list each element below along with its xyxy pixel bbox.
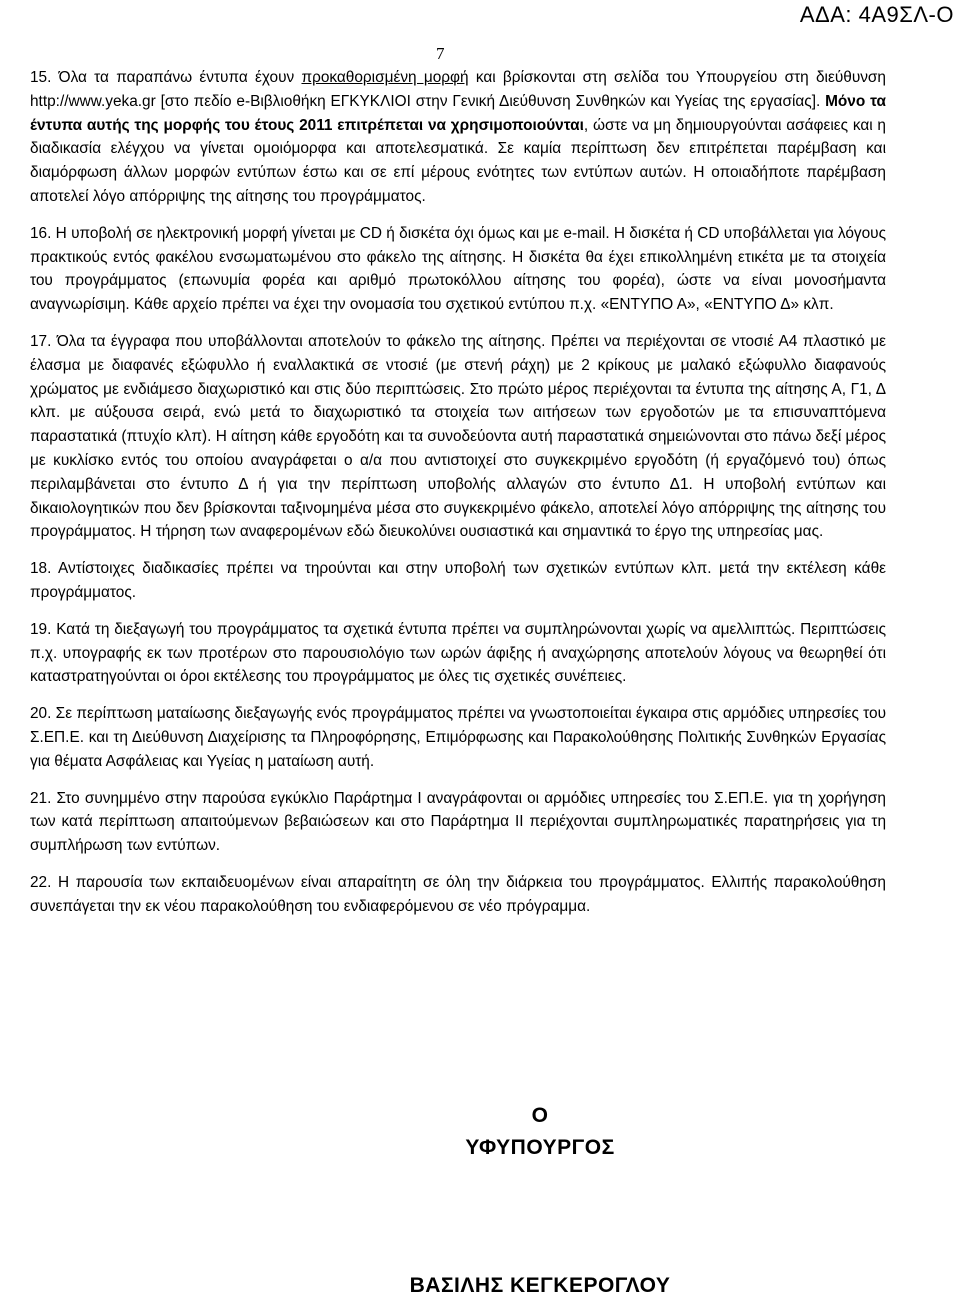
paragraph-20: 20. Σε περίπτωση ματαίωσης διεξαγωγής ενός προγράμματος πρέπει να γνωστοποιείται έγκαιρα στις αρμόδιες υπηρεσίες του Σ.ΕΠ.Ε. και τη Διεύθυνση Διαχείρισης τα Πληροφόρησης, Επιμόρφωσης και Παρακολούθησης Πολιτικής Συνθηκών Εργασίας για θέματα Ασφάλειας και Υγείας η ματαίωση αυτή. — [30, 705, 886, 770]
paragraph-15-text-3: και βρίσκονται στη σελίδα του Υπουργείου στη διεύθυνση http://www.yeka.gr [στο πεδίο e-Βιβλιοθήκη ΕΓΚΥΚΛΙΟΙ στην Γενική Διεύθυνση Συνθηκών και Υγείας της εργασίας]. — [30, 69, 886, 110]
ada-code: ΑΔΑ: 4Α9ΣΛ-Ο — [799, 2, 954, 27]
paragraph-15-underlined-text: προκαθορισμένη μορφή — [301, 69, 469, 86]
paragraph-19: 19. Κατά τη διεξαγωγή του προγράμματος τα σχετικά έντυπα πρέπει να συμπληρώνονται χωρίς να αμελλιπτώς. Περιπτώσεις π.χ. υπογραφής εκ των προτέρων στο παρουσιολόγιο των ωρών άφιξης ή αναχώρησης αποτελούν λόγους να θεωρηθεί ότι καταστρατηγούνται οι όροι εκτέλεσης του προγράμματος με όλες τις σχετικές συνέπειες. — [30, 620, 886, 686]
document-body — [30, 66, 886, 932]
signature-article: Ο — [531, 1104, 549, 1127]
paragraph-18: 18. Αντίστοιχες διαδικασίες πρέπει να τηρούνται και στην υποβολή των σχετικών εντύπων κλπ. μετά την εκτέλεση κάθε προγράμματος. — [30, 560, 886, 601]
page-number: 7 — [436, 44, 445, 63]
paragraph-15-bold-text: Μόνο τα έντυπα αυτής της μορφής του έτους 2011 επιτρέπεται να χρησιμοποιούνται — [30, 92, 886, 134]
paragraph-17: 17. Όλα τα έγγραφα που υποβάλλονται αποτελούν το φάκελο της αίτησης. Πρέπει να περιέχονται σε ντοσιέ Α4 πλαστικό με έλασμα με διαφανές εξώφυλλο ή εναλλακτικά σε ντοσιέ (με στενή ράχη) με 2 κρίκους με μαλακό εξώφυλλο διαφανούς χρώματος με ενδιάμεσο διαχωριστικό και στις δύο περιπτώσεις. Στο πρώτο μέρος περιέχονται τα έντυπα της αίτησης Α, Γ1, Δ κλπ. με αύξουσα σειρά, ενώ μετά το διαχωριστικό τα στοιχεία των αιτήσεων των εργοδοτών με τα επισυναπτόμενα παραστατικά (πτυχίο κλπ). Η αίτηση κάθε εργοδότη και τα συνοδεύοντα αυτή παραστατικά σημειώνονται στο πάνω δεξί μέρος με κυκλίσκο εντός του οποίου αναγράφεται ο α/α που αντιστοιχεί στο συγκεκριμένο εργοδότη (ή εργαζόμενό του) όπως περιλαμβάνεται στο έντυπο Δ ή για την περίπτωση υποβολής αλλαγών στο έντυπο Δ1. Η υποβολή εντύπων και δικαιολογητικών που δεν βρίσκονται ταξινομημένα μέσα στο συγκεκριμένο φάκελο, αποτελεί λόγο απόρριψης της αίτησης του προγράμματος. Η τήρηση των αναφερομένων εδώ διευκολύνει ουσιαστικά και σημαντικά το έργο της υπηρεσίας μας. — [30, 332, 886, 541]
signature-title: ΥΦΥΠΟΥΡΓΟΣ — [465, 1136, 615, 1159]
paragraph-15-text-5: , ώστε να μη δημιουργούνται ασάφειες και η διαδικασία ελέγχου να γίνεται ομοιόμορφα και αποτελεσματικά. Σε καμία περίπτωση δεν επιτρέπεται παρέμβαση και διαμόρφωση άλλων μορφών εντύπων έστω και σε επί μέρους ενότητες των εντύπων αυτών. Η οποιαδήποτε παρέμβαση αποτελεί λόγο απόρριψης της αίτησης του προγράμματος. — [30, 116, 886, 205]
paragraph-16: 16. Η υποβολή σε ηλεκτρονική μορφή γίνεται με CD ή δισκέτα όχι όμως και με e-mail. Η δισκέτα ή CD υποβάλλεται για λόγους πρακτικούς εντός φακέλου ενσωματωμένου στο φάκελο της αίτησης. Η δισκέτα θα έχει επικολλημένη ετικέτα με τα στοιχεία του προγράμματος (επωνυμία φορέα και αριθμό πρωτοκόλλου αίτησης του φορέα), ώστε να είναι μονοσήμαντα αναγνωρίσιμη. Κάθε αρχείο πρέπει να έχει την ονομασία του σχετικού εντύπου π.χ. «ΕΝΤΥΠΟ Α», «ΕΝΤΥΠΟ Δ» κλπ. — [30, 224, 886, 314]
signature-name: ΒΑΣΙΛΗΣ ΚΕΓΚΕΡΟΓΛΟΥ — [409, 1274, 671, 1297]
paragraph-15 — [30, 66, 886, 209]
paragraph-15-text-1: 15. Όλα τα παραπάνω έντυπα έχουν — [30, 69, 302, 86]
paragraph-21: 21. Στο συνημμένο στην παρούσα εγκύκλιο Παράρτημα Ι αναγράφονται οι αρμόδιες υπηρεσίες του Σ.ΕΠ.Ε. για τη χορήγηση των κατά περίπτωση απαιτούμενων βεβαιώσεων και στο Παράρτημα ΙΙ περιέχονται συμπληρωματικές παρατηρήσεις για τη συμπλήρωση των εντύπων. — [30, 789, 886, 855]
paragraph-22: 22. Η παρουσία των εκπαιδευομένων είναι απαραίτητη σε όλη την διάρκεια του προγράμματος. Ελλιπής παρακολούθηση συνεπάγεται την εκ νέου παρακολούθηση του ενδιαφερόμενου σε νέο πρόγραμμα. — [30, 873, 886, 915]
